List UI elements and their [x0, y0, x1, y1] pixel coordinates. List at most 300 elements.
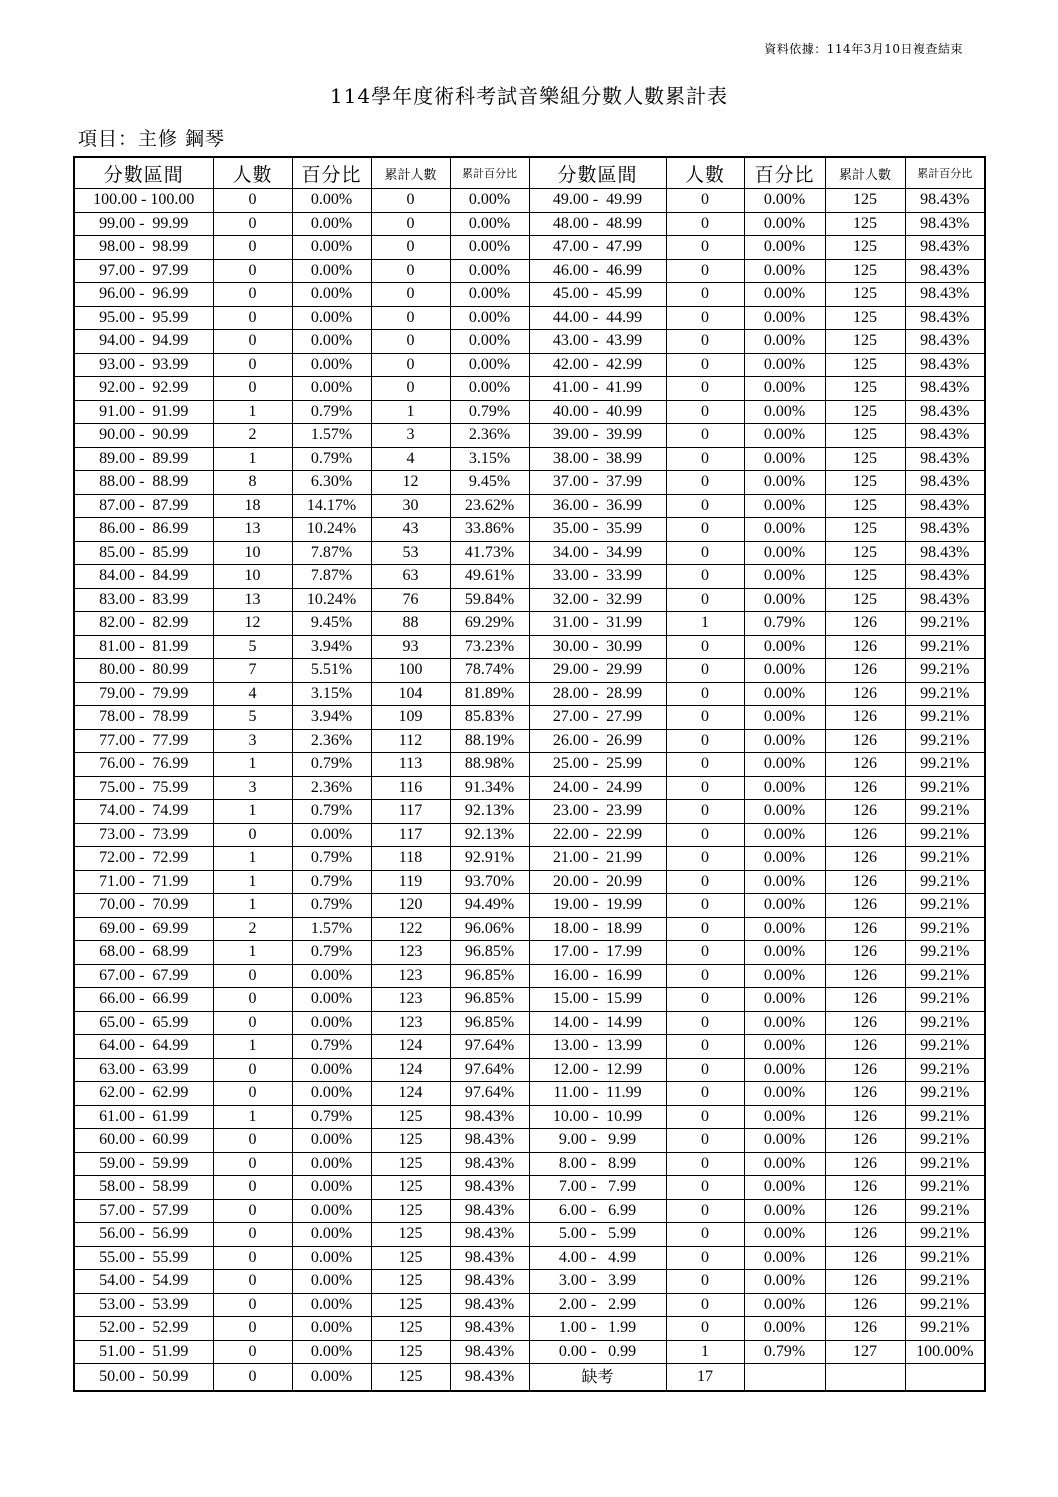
- cell-cumulative-count: 0: [371, 189, 450, 213]
- cell-cumulative-percent: 0.00%: [450, 377, 529, 401]
- cell-cumulative-count: 126: [825, 1223, 905, 1247]
- cell-cumulative-percent: 96.06%: [450, 917, 529, 941]
- cell-score-range: 93.00 - 93.99: [74, 353, 213, 377]
- table-row: [74, 330, 985, 354]
- cell-cumulative-percent: 2.36%: [450, 424, 529, 448]
- cell-score-range: 7.00 - 7.99: [529, 1176, 666, 1200]
- cell-score-range: 78.00 - 78.99: [74, 706, 213, 730]
- cell-cumulative-count: 112: [371, 729, 450, 753]
- column-header-percent: 百分比: [744, 157, 825, 189]
- table-row: [74, 776, 985, 800]
- cell-cumulative-percent: 97.64%: [450, 1058, 529, 1082]
- score-distribution-table: [73, 156, 986, 1392]
- cell-cumulative-count: 43: [371, 518, 450, 542]
- cell-cumulative-percent: 98.43%: [450, 1223, 529, 1247]
- cell-score-range: 29.00 - 29.99: [529, 659, 666, 683]
- cell-cumulative-percent: 98.43%: [905, 518, 985, 542]
- cell-score-range: 32.00 - 32.99: [529, 588, 666, 612]
- cell-cumulative-count: 125: [371, 1293, 450, 1317]
- cell-score-range: 39.00 - 39.99: [529, 424, 666, 448]
- table-row: [74, 1152, 985, 1176]
- cell-score-range: 100.00 - 100.00: [74, 189, 213, 213]
- cell-cumulative-percent: 98.43%: [450, 1129, 529, 1153]
- cell-score-range: 13.00 - 13.99: [529, 1035, 666, 1059]
- cell-cumulative-count: 0: [371, 236, 450, 260]
- cell-percent: 0.00%: [292, 1082, 371, 1106]
- cell-cumulative-percent: 0.00%: [450, 189, 529, 213]
- table-row: [74, 612, 985, 636]
- cell-score-range: 49.00 - 49.99: [529, 189, 666, 213]
- cell-score-range: 44.00 - 44.99: [529, 306, 666, 330]
- cell-cumulative-percent: 78.74%: [450, 659, 529, 683]
- cell-percent: 0.00%: [744, 706, 825, 730]
- cell-count: 0: [213, 1176, 292, 1200]
- cell-cumulative-percent: 96.85%: [450, 964, 529, 988]
- table-row: [74, 1293, 985, 1317]
- cell-cumulative-count: 0: [371, 212, 450, 236]
- cell-score-range: 17.00 - 17.99: [529, 941, 666, 965]
- cell-score-range: 36.00 - 36.99: [529, 494, 666, 518]
- cell-cumulative-percent: 98.43%: [905, 236, 985, 260]
- cell-cumulative-count: 53: [371, 541, 450, 565]
- cell-cumulative-count: 0: [371, 330, 450, 354]
- cell-percent: 0.00%: [744, 682, 825, 706]
- cell-count: 0: [213, 1364, 292, 1392]
- table-row: [74, 447, 985, 471]
- cell-cumulative-count: 116: [371, 776, 450, 800]
- cell-percent: 0.00%: [292, 988, 371, 1012]
- cell-cumulative-percent: 9.45%: [450, 471, 529, 495]
- cell-cumulative-percent: 99.21%: [905, 776, 985, 800]
- cell-cumulative-percent: 88.98%: [450, 753, 529, 777]
- column-header-score-range: 分數區間: [74, 157, 213, 189]
- table-row: [74, 1011, 985, 1035]
- cell-cumulative-count: 126: [825, 917, 905, 941]
- cell-cumulative-count: 126: [825, 1152, 905, 1176]
- cell-cumulative-count: 126: [825, 894, 905, 918]
- cell-cumulative-count: 126: [825, 1293, 905, 1317]
- table-row: [74, 236, 985, 260]
- cell-percent: 0.00%: [744, 471, 825, 495]
- cell-count: 0: [213, 212, 292, 236]
- cell-cumulative-count: 125: [825, 377, 905, 401]
- cell-cumulative-count: 76: [371, 588, 450, 612]
- cell-count: 0: [213, 259, 292, 283]
- cell-percent: 0.00%: [744, 1176, 825, 1200]
- cell-cumulative-count: 126: [825, 706, 905, 730]
- cell-cumulative-percent: 99.21%: [905, 1129, 985, 1153]
- cell-percent: 0.00%: [292, 283, 371, 307]
- cell-cumulative-count: 1: [371, 400, 450, 424]
- cell-score-range: 70.00 - 70.99: [74, 894, 213, 918]
- cell-score-range: 92.00 - 92.99: [74, 377, 213, 401]
- cell-cumulative-count: 0: [371, 259, 450, 283]
- cell-percent: 0.00%: [744, 1293, 825, 1317]
- cell-count: 0: [213, 1340, 292, 1364]
- cell-score-range: 31.00 - 31.99: [529, 612, 666, 636]
- cell-percent: 0.00%: [744, 1152, 825, 1176]
- cell-percent: 0.00%: [292, 823, 371, 847]
- cell-percent: 6.30%: [292, 471, 371, 495]
- cell-cumulative-percent: 99.21%: [905, 753, 985, 777]
- cell-cumulative-count: 119: [371, 870, 450, 894]
- cell-cumulative-percent: 94.49%: [450, 894, 529, 918]
- cell-percent: 5.51%: [292, 659, 371, 683]
- cell-cumulative-count: 126: [825, 1035, 905, 1059]
- cell-score-range: 24.00 - 24.99: [529, 776, 666, 800]
- cell-cumulative-percent: 91.34%: [450, 776, 529, 800]
- cell-count: 0: [666, 283, 744, 307]
- cell-cumulative-count: 126: [825, 1176, 905, 1200]
- cell-cumulative-count: 125: [371, 1129, 450, 1153]
- cell-cumulative-count: 123: [371, 988, 450, 1012]
- cell-cumulative-count: 126: [825, 776, 905, 800]
- cell-count: 1: [213, 400, 292, 424]
- cell-count: 1: [666, 612, 744, 636]
- cell-count: 1: [213, 447, 292, 471]
- cell-percent: 3.94%: [292, 706, 371, 730]
- cell-count: 7: [213, 659, 292, 683]
- table-row: [74, 1223, 985, 1247]
- cell-count: 0: [213, 1270, 292, 1294]
- cell-cumulative-percent: 99.21%: [905, 847, 985, 871]
- cell-count: 0: [666, 1152, 744, 1176]
- cell-percent: 0.00%: [292, 1152, 371, 1176]
- cell-cumulative-count: 126: [825, 964, 905, 988]
- cell-count: 0: [666, 847, 744, 871]
- cell-count: 0: [213, 189, 292, 213]
- cell-cumulative-percent: 92.13%: [450, 800, 529, 824]
- cell-cumulative-percent: 96.85%: [450, 1011, 529, 1035]
- table-row: [74, 306, 985, 330]
- cell-cumulative-percent: 99.21%: [905, 1317, 985, 1341]
- cell-score-range: 37.00 - 37.99: [529, 471, 666, 495]
- cell-cumulative-count: 125: [371, 1246, 450, 1270]
- cell-count: 0: [666, 1317, 744, 1341]
- cell-cumulative-percent: 98.43%: [450, 1364, 529, 1392]
- cell-cumulative-count: 93: [371, 635, 450, 659]
- cell-percent: 0.00%: [744, 330, 825, 354]
- cell-cumulative-count: 127: [825, 1340, 905, 1364]
- table-row: [74, 1035, 985, 1059]
- cell-cumulative-count: 123: [371, 964, 450, 988]
- cell-cumulative-count: 125: [825, 212, 905, 236]
- cell-score-range: 34.00 - 34.99: [529, 541, 666, 565]
- cell-percent: 0.00%: [744, 988, 825, 1012]
- cell-percent: 0.00%: [292, 330, 371, 354]
- cell-percent: 0.00%: [744, 1129, 825, 1153]
- table-row: [74, 917, 985, 941]
- cell-cumulative-percent: 96.85%: [450, 988, 529, 1012]
- cell-percent: 0.00%: [744, 400, 825, 424]
- cell-cumulative-count: 0: [371, 306, 450, 330]
- cell-cumulative-percent: 98.43%: [905, 283, 985, 307]
- cell-cumulative-percent: 99.21%: [905, 1293, 985, 1317]
- cell-percent: 0.00%: [744, 377, 825, 401]
- cell-cumulative-percent: 98.43%: [450, 1176, 529, 1200]
- table-row: [74, 800, 985, 824]
- cell-cumulative-percent: 98.43%: [450, 1270, 529, 1294]
- table-row: [74, 659, 985, 683]
- cell-score-range: 95.00 - 95.99: [74, 306, 213, 330]
- column-header-count: 人數: [213, 157, 292, 189]
- cell-score-range: 21.00 - 21.99: [529, 847, 666, 871]
- cell-cumulative-count: 126: [825, 1317, 905, 1341]
- cell-score-range: 89.00 - 89.99: [74, 447, 213, 471]
- cell-cumulative-count: 125: [371, 1223, 450, 1247]
- cell-count: 0: [666, 776, 744, 800]
- cell-cumulative-percent: 100.00%: [905, 1340, 985, 1364]
- cell-score-range: 47.00 - 47.99: [529, 236, 666, 260]
- cell-count: 0: [666, 447, 744, 471]
- cell-score-range: 52.00 - 52.99: [74, 1317, 213, 1341]
- cell-score-range: 64.00 - 64.99: [74, 1035, 213, 1059]
- cell-count: 0: [213, 353, 292, 377]
- cell-count: 10: [213, 565, 292, 589]
- column-header-count: 人數: [666, 157, 744, 189]
- cell-count: 0: [666, 800, 744, 824]
- cell-cumulative-percent: 98.43%: [450, 1317, 529, 1341]
- cell-count: 13: [213, 518, 292, 542]
- cell-score-range: 90.00 - 90.99: [74, 424, 213, 448]
- cell-score-range: 74.00 - 74.99: [74, 800, 213, 824]
- table-row: [74, 1058, 985, 1082]
- cell-score-range: 76.00 - 76.99: [74, 753, 213, 777]
- cell-count: 1: [213, 753, 292, 777]
- cell-score-range: 67.00 - 67.99: [74, 964, 213, 988]
- cell-percent: 7.87%: [292, 541, 371, 565]
- cell-cumulative-count: 126: [825, 1129, 905, 1153]
- cell-cumulative-count: 126: [825, 1082, 905, 1106]
- table-row: [74, 565, 985, 589]
- cell-count: 0: [666, 541, 744, 565]
- cell-score-range: 99.00 - 99.99: [74, 212, 213, 236]
- cell-cumulative-count: 125: [825, 306, 905, 330]
- cell-cumulative-percent: 73.23%: [450, 635, 529, 659]
- cell-score-range: 62.00 - 62.99: [74, 1082, 213, 1106]
- cell-score-range: 15.00 - 15.99: [529, 988, 666, 1012]
- cell-cumulative-percent: 33.86%: [450, 518, 529, 542]
- cell-percent: 0.00%: [744, 635, 825, 659]
- cell-percent: 0.00%: [744, 729, 825, 753]
- cell-count: 3: [213, 729, 292, 753]
- cell-percent: 2.36%: [292, 729, 371, 753]
- cell-cumulative-percent: 99.21%: [905, 1082, 985, 1106]
- cell-cumulative-count: 120: [371, 894, 450, 918]
- cell-cumulative-count: 125: [371, 1105, 450, 1129]
- cell-percent: 3.94%: [292, 635, 371, 659]
- cell-score-range: 81.00 - 81.99: [74, 635, 213, 659]
- cell-cumulative-count: 126: [825, 941, 905, 965]
- cell-percent: 0.00%: [744, 447, 825, 471]
- cell-count: 0: [213, 1199, 292, 1223]
- cell-cumulative-count: 125: [825, 541, 905, 565]
- cell-percent: 0.00%: [744, 424, 825, 448]
- cell-cumulative-percent: 99.21%: [905, 1223, 985, 1247]
- cell-cumulative-percent: 0.00%: [450, 236, 529, 260]
- cell-cumulative-percent: 98.43%: [450, 1199, 529, 1223]
- cell-score-range: 6.00 - 6.99: [529, 1199, 666, 1223]
- cell-cumulative-percent: 0.00%: [450, 306, 529, 330]
- cell-score-range: 38.00 - 38.99: [529, 447, 666, 471]
- cell-count: 1: [213, 894, 292, 918]
- cell-cumulative-count: 12: [371, 471, 450, 495]
- cell-count: 0: [213, 1246, 292, 1270]
- cell-percent: 0.00%: [292, 189, 371, 213]
- cell-score-range: 91.00 - 91.99: [74, 400, 213, 424]
- cell-score-range: 87.00 - 87.99: [74, 494, 213, 518]
- data-source-note: 資料依據：114年3月10日複查結束: [764, 42, 963, 56]
- cell-cumulative-percent: 98.43%: [905, 212, 985, 236]
- cell-count: 2: [213, 917, 292, 941]
- cell-cumulative-count: 126: [825, 753, 905, 777]
- cell-cumulative-count: 125: [371, 1270, 450, 1294]
- cell-count: 0: [213, 1152, 292, 1176]
- cell-cumulative-count: 125: [371, 1340, 450, 1364]
- cell-count: 0: [666, 823, 744, 847]
- table-row: [74, 1105, 985, 1129]
- cell-score-range: 23.00 - 23.99: [529, 800, 666, 824]
- cell-count: 0: [666, 917, 744, 941]
- cell-percent: 10.24%: [292, 518, 371, 542]
- cell-cumulative-count: 117: [371, 823, 450, 847]
- cell-percent: 0.00%: [292, 1293, 371, 1317]
- table-row: [74, 823, 985, 847]
- cell-percent: 0.00%: [292, 377, 371, 401]
- cell-cumulative-percent: 99.21%: [905, 1058, 985, 1082]
- cell-count: 8: [213, 471, 292, 495]
- cell-cumulative-count: 125: [825, 471, 905, 495]
- cell-count: 5: [213, 635, 292, 659]
- table-row: [74, 706, 985, 730]
- cell-cumulative-count: 125: [371, 1199, 450, 1223]
- table-row: [74, 847, 985, 871]
- cell-count: 0: [666, 236, 744, 260]
- cell-cumulative-percent: 98.43%: [905, 565, 985, 589]
- cell-cumulative-percent: 96.85%: [450, 941, 529, 965]
- cell-score-range: 68.00 - 68.99: [74, 941, 213, 965]
- cell-cumulative-percent: 98.43%: [905, 377, 985, 401]
- cell-score-range: 33.00 - 33.99: [529, 565, 666, 589]
- cell-cumulative-percent: 99.21%: [905, 1199, 985, 1223]
- cell-cumulative-count: 124: [371, 1035, 450, 1059]
- cell-cumulative-count: 126: [825, 1011, 905, 1035]
- cell-score-range: 25.00 - 25.99: [529, 753, 666, 777]
- cell-cumulative-count: 126: [825, 847, 905, 871]
- cell-percent: 0.00%: [744, 588, 825, 612]
- cell-cumulative-count: 30: [371, 494, 450, 518]
- cell-score-range: 43.00 - 43.99: [529, 330, 666, 354]
- cell-count: 0: [666, 870, 744, 894]
- cell-cumulative-count: 126: [825, 635, 905, 659]
- cell-score-range: 0.00 - 0.99: [529, 1340, 666, 1364]
- cell-cumulative-count: 125: [825, 424, 905, 448]
- cell-cumulative-percent: 98.43%: [450, 1105, 529, 1129]
- table-row: [74, 1317, 985, 1341]
- cell-cumulative-percent: 98.43%: [905, 306, 985, 330]
- cell-cumulative-percent: 98.43%: [905, 259, 985, 283]
- cell-score-range: 3.00 - 3.99: [529, 1270, 666, 1294]
- cell-percent: 1.57%: [292, 424, 371, 448]
- cell-cumulative-percent: 92.91%: [450, 847, 529, 871]
- column-header-cumulative-percent: 累計百分比: [450, 157, 529, 189]
- cell-count: 0: [666, 1011, 744, 1035]
- cell-score-range: 14.00 - 14.99: [529, 1011, 666, 1035]
- cell-percent: 0.00%: [292, 1176, 371, 1200]
- cell-percent: 2.36%: [292, 776, 371, 800]
- cell-percent: 10.24%: [292, 588, 371, 612]
- cell-cumulative-count: 125: [825, 259, 905, 283]
- cell-percent: 0.79%: [744, 1340, 825, 1364]
- cell-cumulative-count: 100: [371, 659, 450, 683]
- cell-cumulative-count: 126: [825, 1058, 905, 1082]
- cell-count: 0: [666, 1035, 744, 1059]
- cell-percent: 0.00%: [744, 353, 825, 377]
- cell-count: 1: [213, 941, 292, 965]
- cell-cumulative-percent: 0.00%: [450, 259, 529, 283]
- cell-percent: 0.79%: [292, 1105, 371, 1129]
- cell-percent: 0.00%: [744, 800, 825, 824]
- cell-count: 0: [666, 212, 744, 236]
- cell-percent: [744, 1364, 825, 1392]
- cell-count: 0: [666, 588, 744, 612]
- table-row: [74, 353, 985, 377]
- cell-score-range: 48.00 - 48.99: [529, 212, 666, 236]
- cell-score-range: 85.00 - 85.99: [74, 541, 213, 565]
- cell-score-range: 45.00 - 45.99: [529, 283, 666, 307]
- cell-count: 1: [213, 847, 292, 871]
- cell-cumulative-count: 126: [825, 659, 905, 683]
- cell-cumulative-count: 125: [371, 1176, 450, 1200]
- cell-percent: 0.00%: [744, 236, 825, 260]
- cell-cumulative-count: 124: [371, 1058, 450, 1082]
- cell-cumulative-percent: 99.21%: [905, 729, 985, 753]
- cell-score-range: 缺考: [529, 1364, 666, 1392]
- cell-cumulative-count: 125: [825, 588, 905, 612]
- cell-percent: 0.79%: [292, 870, 371, 894]
- cell-count: 0: [213, 330, 292, 354]
- cell-count: 17: [666, 1364, 744, 1392]
- cell-percent: 0.00%: [292, 1199, 371, 1223]
- table-row: [74, 588, 985, 612]
- cell-count: 0: [666, 706, 744, 730]
- cell-cumulative-count: 109: [371, 706, 450, 730]
- cell-count: 0: [666, 518, 744, 542]
- table-row: [74, 494, 985, 518]
- cell-score-range: 61.00 - 61.99: [74, 1105, 213, 1129]
- cell-cumulative-percent: 99.21%: [905, 823, 985, 847]
- cell-percent: 0.00%: [744, 823, 825, 847]
- cell-percent: 0.00%: [292, 1058, 371, 1082]
- cell-cumulative-percent: 99.21%: [905, 1176, 985, 1200]
- cell-percent: 0.00%: [744, 847, 825, 871]
- cell-score-range: 42.00 - 42.99: [529, 353, 666, 377]
- cell-cumulative-percent: 99.21%: [905, 988, 985, 1012]
- cell-cumulative-percent: 99.21%: [905, 1105, 985, 1129]
- cell-score-range: 19.00 - 19.99: [529, 894, 666, 918]
- cell-score-range: 72.00 - 72.99: [74, 847, 213, 871]
- cell-score-range: 77.00 - 77.99: [74, 729, 213, 753]
- cell-cumulative-percent: 98.43%: [905, 353, 985, 377]
- cell-count: 1: [213, 800, 292, 824]
- cell-score-range: 96.00 - 96.99: [74, 283, 213, 307]
- cell-count: 0: [213, 1129, 292, 1153]
- cell-cumulative-percent: 99.21%: [905, 706, 985, 730]
- cell-count: 0: [666, 494, 744, 518]
- cell-count: 0: [666, 941, 744, 965]
- cell-percent: 0.00%: [744, 1011, 825, 1035]
- cell-cumulative-count: 125: [825, 236, 905, 260]
